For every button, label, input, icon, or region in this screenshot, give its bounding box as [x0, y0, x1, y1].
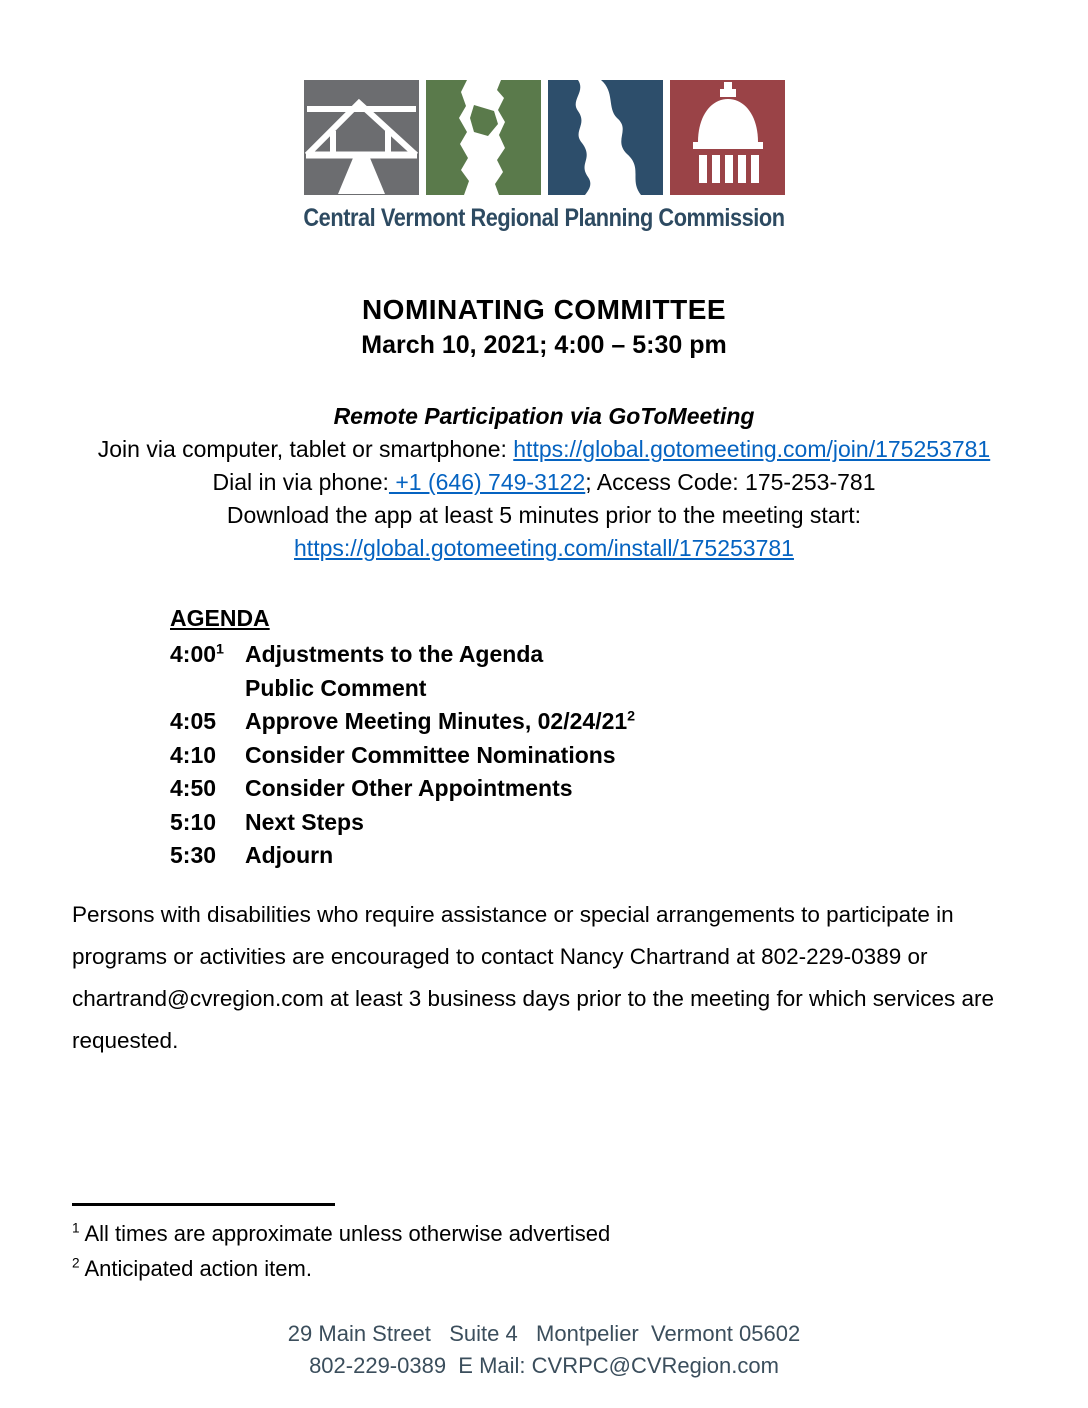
river-icon — [548, 80, 663, 195]
agenda-item — [170, 806, 635, 840]
accessibility-note: Persons with disabilities who require assistance or special arrangements to participate in programs or activities are encouraged to contact Nancy Chartrand at 802-229-0389 or chartrand@cvregion.com at least 3 business days prior to the meeting for which services are requested. — [72, 902, 995, 1053]
remote-participation-section — [0, 400, 1088, 565]
agenda-time: $4:00^1$ — [170, 641, 224, 667]
remote-participation-heading: Remote Participation via GoToMeeting — [333, 403, 755, 429]
agenda-topic: Adjustments to the Agenda — [245, 641, 544, 667]
footnote-1 — [72, 1216, 610, 1251]
bridge-icon — [304, 80, 419, 195]
dial-label: Dial in via phone: — [212, 469, 389, 495]
agenda-time: 4:05 — [170, 708, 217, 734]
access-code: ; Access Code: 175-253-781 — [585, 469, 876, 495]
footnote-1-marker: 1 — [72, 1220, 80, 1236]
agenda-time: 5:10 — [170, 808, 217, 835]
join-label: Join via computer, tablet or smartphone: — [97, 436, 514, 462]
agenda-time — [170, 672, 245, 706]
download-note: Download the app at least 5 minutes prior to the meeting start: — [226, 502, 862, 528]
phone-link[interactable]: +1 (646) 749-3122 — [388, 469, 586, 495]
footnote-ref-2: 2 — [627, 708, 636, 725]
footnote-2-marker: 2 — [72, 1255, 80, 1271]
footnote-2 — [72, 1251, 610, 1286]
agenda-item — [170, 705, 635, 739]
cvrpc-logo — [0, 80, 1088, 233]
agenda-section — [170, 602, 635, 873]
install-line — [0, 532, 1088, 565]
agenda-topic: Approve Meeting Minutes, $02/24/21^2$ — [245, 708, 636, 734]
agenda-topic: Consider Committee Nominations — [245, 741, 616, 768]
footnote-1-text: All times are approximate unless otherwise advertised — [79, 1221, 611, 1246]
logo-org-name: Central Vermont Regional Planning Commission — [303, 204, 785, 232]
install-link[interactable]: https://global.gotomeeting.com/install/175253781 — [294, 535, 794, 561]
vermont-map-icon — [426, 80, 541, 195]
document-footer — [0, 1318, 1088, 1382]
agenda-topic: Public Comment — [245, 674, 427, 701]
footer-contact: 802-229-0389 E Mail: CVRPC@CVRegion.com — [309, 1353, 779, 1378]
footnote-separator — [72, 1203, 335, 1206]
agenda-topic: Adjourn — [245, 842, 334, 868]
meeting-datetime: March 10, 2021; 4:00 – 5:30 pm — [361, 331, 727, 359]
agenda-time: 4:50 — [170, 775, 217, 801]
agenda-heading: AGENDA — [170, 605, 270, 631]
footnote-ref-1: 1 — [216, 641, 224, 658]
agenda-topic: Consider Other Appointments — [245, 775, 573, 801]
agenda-item — [170, 772, 635, 806]
footnote-2-text: Anticipated action item. — [79, 1256, 312, 1281]
agenda-item — [170, 672, 635, 706]
logo-panels — [0, 80, 1088, 195]
agenda-item — [170, 739, 635, 773]
footer-address: 29 Main Street Suite 4 Montpelier Vermont 05602 — [287, 1321, 801, 1346]
agenda-topic: Next Steps — [245, 808, 364, 835]
meeting-title: NOMINATING COMMITTEE — [361, 294, 727, 325]
agenda-item — [170, 638, 635, 672]
join-meeting-link[interactable]: https://global.gotomeeting.com/join/175253781 — [513, 436, 991, 462]
agenda-time: 5:30 — [170, 842, 217, 868]
agenda-time: 4:10 — [170, 741, 217, 768]
join-line — [0, 433, 1088, 466]
footnotes — [72, 1216, 610, 1286]
agenda-item — [170, 839, 635, 873]
capitol-dome-icon — [670, 80, 785, 195]
title-section — [0, 294, 1088, 360]
dial-line — [0, 466, 1088, 499]
